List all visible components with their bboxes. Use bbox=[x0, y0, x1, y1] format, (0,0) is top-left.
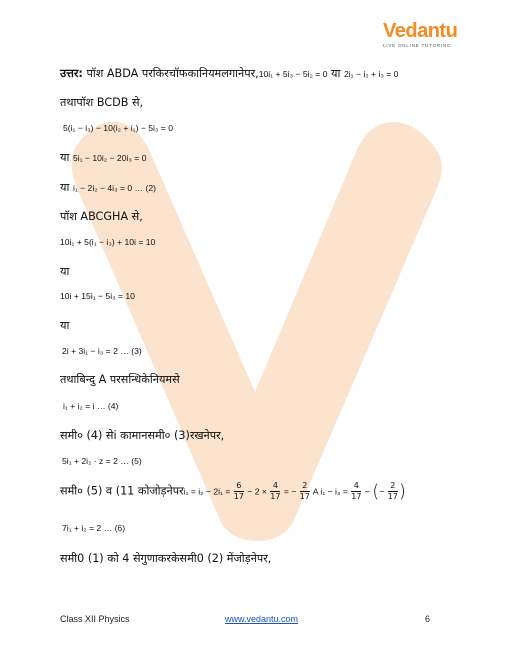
text-line: या bbox=[60, 265, 70, 278]
answer-label: उत्तर: bbox=[60, 67, 83, 80]
answer-line bbox=[60, 66, 398, 81]
denominator: 17 bbox=[387, 492, 398, 501]
equation-line: 5i₁ + 2i₂ · z = 2 … (5) bbox=[62, 456, 142, 466]
equation-1a: 10i₁ + 5i₃ − 5i₂ = 0 bbox=[258, 69, 328, 79]
logo-word: Vedantu bbox=[383, 20, 458, 42]
text-line bbox=[60, 180, 156, 195]
equation-segment: − bbox=[379, 486, 387, 497]
paren-open: ( bbox=[372, 481, 380, 502]
equation-line: 10i₁ + 5(i₁ − i₃) + 10i = 10 bbox=[60, 237, 156, 247]
fraction bbox=[234, 481, 244, 502]
denominator: 17 bbox=[299, 492, 310, 501]
equation-segment: − 2 × bbox=[244, 486, 270, 497]
equation-segment: − bbox=[362, 486, 373, 497]
logo-tagline: LIVE ONLINE TUTORING bbox=[383, 43, 452, 48]
equation-segment: i₁ = i₂ − 2i₁ = bbox=[183, 486, 233, 497]
paren-close: ) bbox=[398, 481, 406, 502]
equation-line: i₁ + i₂ = i … (4) bbox=[63, 401, 119, 411]
text-line: पॉश ABCGHA से, bbox=[60, 210, 143, 223]
answer-text: पॉश ABDA परकिरचॉफकानियमलगानेपर, bbox=[82, 67, 259, 80]
numerator: 4 bbox=[351, 481, 361, 492]
equation-line: 10i + 15i₁ − 5i₃ = 10 bbox=[60, 291, 135, 301]
footer-website-link[interactable]: www.vedantu.com bbox=[225, 614, 299, 624]
text-segment: समी० (5) व (11 कोजोड़नेपर bbox=[60, 484, 184, 498]
fraction-line bbox=[60, 481, 406, 502]
denominator: 17 bbox=[270, 492, 281, 501]
numerator: 2 bbox=[300, 481, 310, 492]
fraction bbox=[300, 481, 310, 502]
denominator: 17 bbox=[233, 492, 244, 501]
ya-word: या bbox=[327, 67, 344, 80]
text-line: या bbox=[60, 319, 70, 332]
text-line: तथाबिन्दु A परसन्धिकेनियमसे bbox=[60, 373, 180, 386]
ya-word: या bbox=[60, 151, 73, 164]
text-line bbox=[60, 150, 146, 165]
equation-line: 5(i₁ − i₃) − 10(i₂ + i₁) − 5i₃ = 0 bbox=[63, 123, 173, 133]
equation-segment: = − bbox=[281, 486, 299, 497]
text-line: तथापॉश BCDB से, bbox=[60, 96, 144, 109]
vedantu-logo bbox=[383, 20, 463, 48]
text-line: समी0 (1) को 4 सेगुणाकरकेसमी0 (2) मेंजोड़नेपर, bbox=[60, 552, 272, 565]
equation-1b: 2i₁ − i₂ + i₃ = 0 bbox=[343, 69, 399, 79]
denominator: 17 bbox=[351, 492, 362, 501]
equation-inline: i₁ − 2i₂ − 4i₃ = 0 … (2) bbox=[72, 183, 157, 193]
ya-word: या bbox=[60, 181, 73, 194]
text-line: समी० (4) सेi कामानसमी० (3)रखनेपर, bbox=[60, 429, 225, 442]
fraction bbox=[270, 481, 280, 502]
equation-inline: 5i₁ − 10i₂ − 20i₃ = 0 bbox=[72, 153, 147, 163]
page-number: 6 bbox=[425, 614, 431, 624]
footer-class-label: Class XII Physics bbox=[60, 614, 130, 624]
numerator: 4 bbox=[270, 481, 280, 492]
numerator: 6 bbox=[234, 481, 244, 492]
fraction bbox=[388, 481, 398, 502]
equation-line: 2i + 3i₁ − i₃ = 2 … (3) bbox=[62, 346, 142, 356]
equation-line: 7i₁ + i₂ = 2 … (6) bbox=[62, 523, 126, 533]
numerator: 2 bbox=[388, 481, 398, 492]
equation-segment: A i₁ − i₃ = bbox=[310, 486, 351, 497]
fraction bbox=[351, 481, 361, 502]
